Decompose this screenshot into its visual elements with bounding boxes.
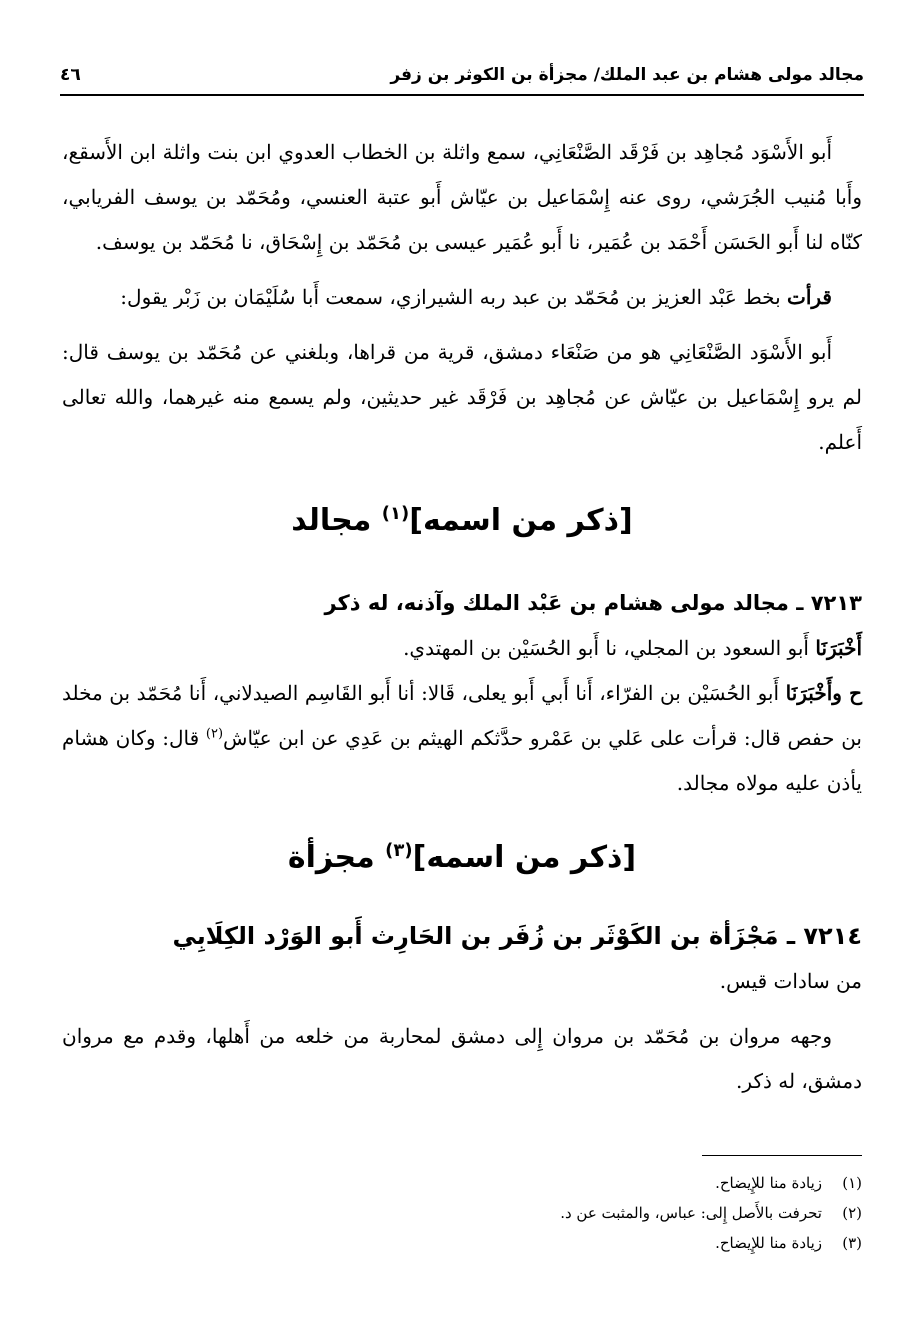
paragraph-text: بخط عَبْد العزيز بن مُحَمّد بن عبد ربه الشيرازي، سمعت أَبا سُلَيْمَان بن زَبْر يقول:	[120, 285, 788, 309]
paragraph: أَبو الأَسْوَد الصَّنْعَانِي هو من صَنْعَاء دمشق، قرية من قراها، وبلغني عن مُحَمّد بن يوسف قال: لم يرو إِسْمَاعيل بن عيّاش عن مُجاهِد بن فَرْقَد غير حديثين، ولم يسمع منه غيرهما، والله تعالى أَعلم.	[62, 340, 862, 454]
paragraph-text: أَبو الحُسَيْن بن الفرّاء، أَنا أَبي أَبو يعلى، قَالا: أنا أَبو القَاسِم الصيدلاني، أَنا مُحَمّد بن مخلد بن حفص قال: قرأت على عَلي بن عَمْرو حدَّثكم الهيثم بن عَدِي عن ابن عيّاش	[62, 681, 862, 750]
page-header	[60, 56, 864, 96]
footnote	[62, 1168, 862, 1198]
keyword: قرأت	[787, 285, 832, 309]
keyword: أَخْبَرَنَا	[815, 636, 862, 660]
paragraph: من سادات قيس.	[719, 969, 862, 993]
footnote-ref: (١)	[381, 503, 410, 524]
section-heading	[62, 828, 862, 888]
section-heading	[62, 491, 862, 551]
section-heading-name: مجزأة	[287, 840, 386, 875]
keyword: ح وأَخْبَرَنَا	[785, 681, 862, 705]
section-heading-text: [ذكر من اسمه]	[409, 503, 633, 538]
footnote-number: (٣)	[842, 1234, 862, 1252]
footnote	[62, 1198, 862, 1228]
footnote-ref: (٣)	[385, 840, 413, 861]
footnote-ref: (٢)	[205, 726, 224, 742]
footnote-number: (٢)	[842, 1204, 862, 1222]
main-text	[62, 130, 862, 1104]
paragraph	[62, 626, 862, 671]
footnote-text: زيادة منا للإِيضاح.	[715, 1174, 822, 1192]
footnote	[62, 1228, 862, 1258]
section-heading-text: [ذكر من اسمه]	[412, 840, 637, 875]
entry-title: ٧٢١٣ ـ مجالد مولى هشام بن عَبْد الملك وآذنه، له ذكر	[324, 591, 862, 615]
paragraph-text: أَبو السعود بن المجلي، نا أَبو الحُسَيْن بن المهتدي.	[403, 636, 816, 660]
entry-title: ٧٢١٤ ـ مَجْزَأة بن الكَوْثَر بن زُفَر بن الحَارِث أَبو الوَرْد الكِلَابِي	[172, 922, 862, 950]
footnote-divider	[702, 1155, 862, 1156]
paragraph	[62, 671, 862, 806]
footnote-text: تحرفت بالأَصل إِلى: عباس، والمثبت عن د.	[560, 1204, 822, 1222]
paragraph: أَبو الأَسْوَد مُجاهِد بن فَرْقَد الصَّنْعَانِي، سمع واثلة بن الخطاب العدوي ابن بنت واثلة ابن الأَسقع، وأَبا مُنيب الجُرَشي، روى عنه إِسْمَاعيل بن عيّاش أَبو عتبة العنسي، ومُحَمّد بن يوسف الفريابي، كنّاه لنا أَبو الحَسَن أَحْمَد بن عُمَير، نا أَبو عُمَير عيسى بن مُحَمّد بن إِسْحَاق، نا مُحَمّد بن يوسف.	[62, 140, 862, 254]
footnotes	[62, 1155, 862, 1258]
footnote-number: (١)	[842, 1174, 862, 1192]
running-title: مجالد مولى هشام بن عبد الملك/ مجزأة بن الكوثر بن زفر	[390, 65, 864, 85]
paragraph: وجهه مروان بن مُحَمّد بن مروان إِلى دمشق لمحاربة من خلعه من أَهلها، وقدم مع مروان دمشق، له ذكر.	[62, 1024, 862, 1093]
section-heading-name: مجالد	[291, 503, 382, 538]
page-number: ٤٦	[60, 65, 81, 85]
footnote-text: زيادة منا للإِيضاح.	[715, 1234, 822, 1252]
paragraph-text: قال: وكان هشام يأذن عليه مولاه مجالد.	[62, 726, 862, 795]
paragraph	[62, 275, 862, 320]
